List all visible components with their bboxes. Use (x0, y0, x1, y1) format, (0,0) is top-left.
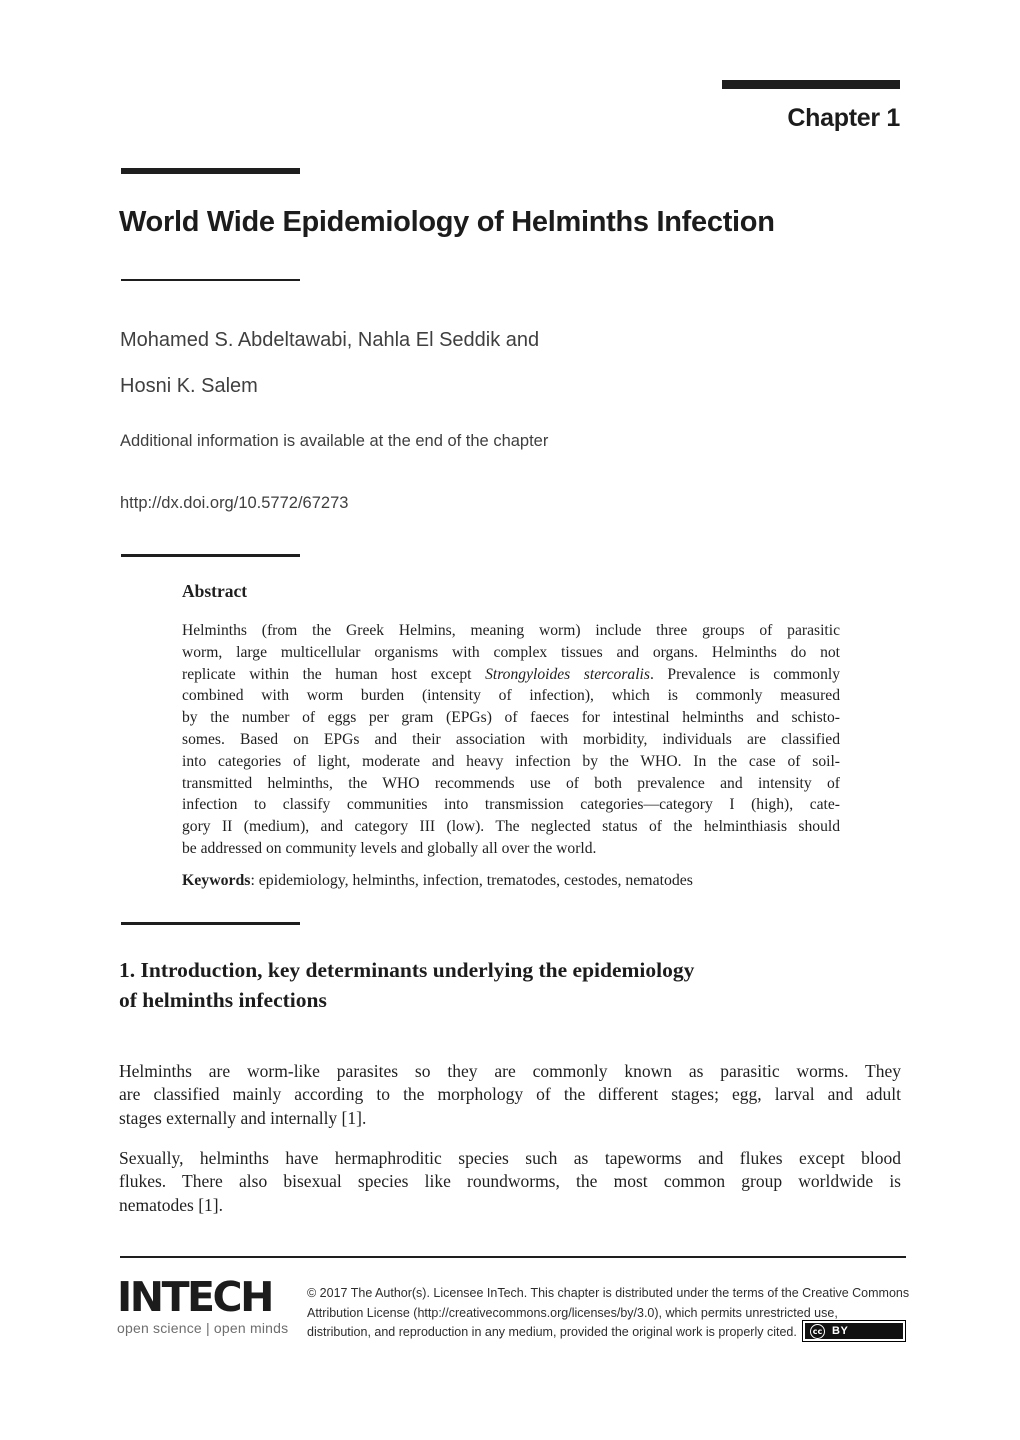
intech-logo-wordmark: INTECH (117, 1273, 272, 1321)
cc-by-badge[interactable] (802, 1320, 906, 1342)
text-line: Helminths are worm-like parasites so they are commonly known as parasitic worms. They (119, 1061, 901, 1081)
section-1-paragraph-1 (119, 1060, 901, 1130)
abstract-paragraph (182, 620, 840, 860)
title-rule-bottom (121, 279, 300, 281)
text-line: flukes. There also bisexual species like roundworms, the most common group worldwide is (119, 1171, 901, 1192)
text-line: © 2017 The Author(s). Licensee InTech. This chapter is distributed under the terms of the Creative Commons (307, 1286, 910, 1300)
section-1-heading (119, 955, 919, 1015)
text-line: Mohamed S. Abdeltawabi, Nahla El Seddik and (120, 329, 540, 351)
intech-logo-tagline: open science | open minds (117, 1320, 289, 1336)
text-line: infection to classify communities into transmission categories—category I (high), cate- (182, 796, 840, 814)
text-line: be addressed on community levels and globally all over the world. (182, 839, 597, 857)
keywords-line (182, 872, 840, 890)
text-line: Helminths (from the Greek Helmins, meaning worm) include three groups of parasitic (182, 622, 840, 639)
text-line: somes. Based on EPGs and their association with morbidity, individuals are classified (182, 730, 840, 748)
header-accent-bar (722, 80, 900, 89)
title-rule-top (121, 168, 300, 174)
text-line: worm, large multicellular organisms with complex tissues and organs. Helminths do not (182, 643, 840, 661)
text-line: nematodes [1]. (119, 1194, 223, 1215)
footer-rule (120, 1256, 906, 1258)
authors (120, 317, 539, 409)
text-line: Attribution License (http://creativecommons.org/licenses/by/3.0), which permits unrestricted use, (307, 1305, 838, 1320)
additional-info-note: Additional information is available at the end of the chapter (120, 432, 549, 450)
species-name-italic: Strongyloides stercoralis (485, 665, 650, 683)
text-line: replicate within the human host except Strongyloides stercoralis. Prevalence is commonly (182, 665, 841, 683)
intech-logo (117, 1273, 297, 1336)
text-line: Sexually, helminths have hermaphroditic species such as tapeworms and flukes except blood (119, 1148, 901, 1168)
chapter-label: Chapter 1 (787, 104, 900, 132)
text-line: into categories of light, moderate and heavy infection by the WHO. In the case of soil- (182, 752, 840, 770)
keywords-label: Keywords (182, 872, 251, 889)
page-title: World Wide Epidemiology of Helminths Infection (119, 206, 775, 238)
text-line: gory II (medium), and category III (low). The neglected status of the helminthiasis should (182, 818, 840, 836)
text-line: of helminths infections (119, 988, 327, 1012)
section-1-paragraph-2 (119, 1147, 901, 1217)
text-line: combined with worm burden (intensity of infection), which is commonly measured (182, 687, 840, 705)
text-line: are classified mainly according to the morphology of the different stages; egg, larval and adult (119, 1084, 901, 1105)
cc-by-label: BY (832, 1325, 849, 1337)
keywords-list: : epidemiology, helminths, infection, trematodes, cestodes, nematodes (250, 872, 693, 889)
text-line: distribution, and reproduction in any medium, provided the original work is properly cited. (307, 1325, 797, 1339)
abstract-rule (121, 554, 300, 557)
abstract-heading: Abstract (182, 581, 248, 601)
cc-icon: cc (810, 1324, 825, 1339)
text-line: stages externally and internally [1]. (119, 1107, 367, 1128)
text-line: 1. Introduction, key determinants underlying the epidemiology (119, 958, 695, 982)
text-line: transmitted helminths, the WHO recommends use of both prevalence and intensity of (182, 774, 840, 792)
text-line: by the number of eggs per gram (EPGs) of faeces for intestinal helminths and schisto- (182, 709, 840, 727)
doi-link[interactable]: http://dx.doi.org/10.5772/67273 (120, 494, 349, 512)
section-rule (121, 922, 300, 925)
text-line: Hosni K. Salem (120, 375, 258, 397)
